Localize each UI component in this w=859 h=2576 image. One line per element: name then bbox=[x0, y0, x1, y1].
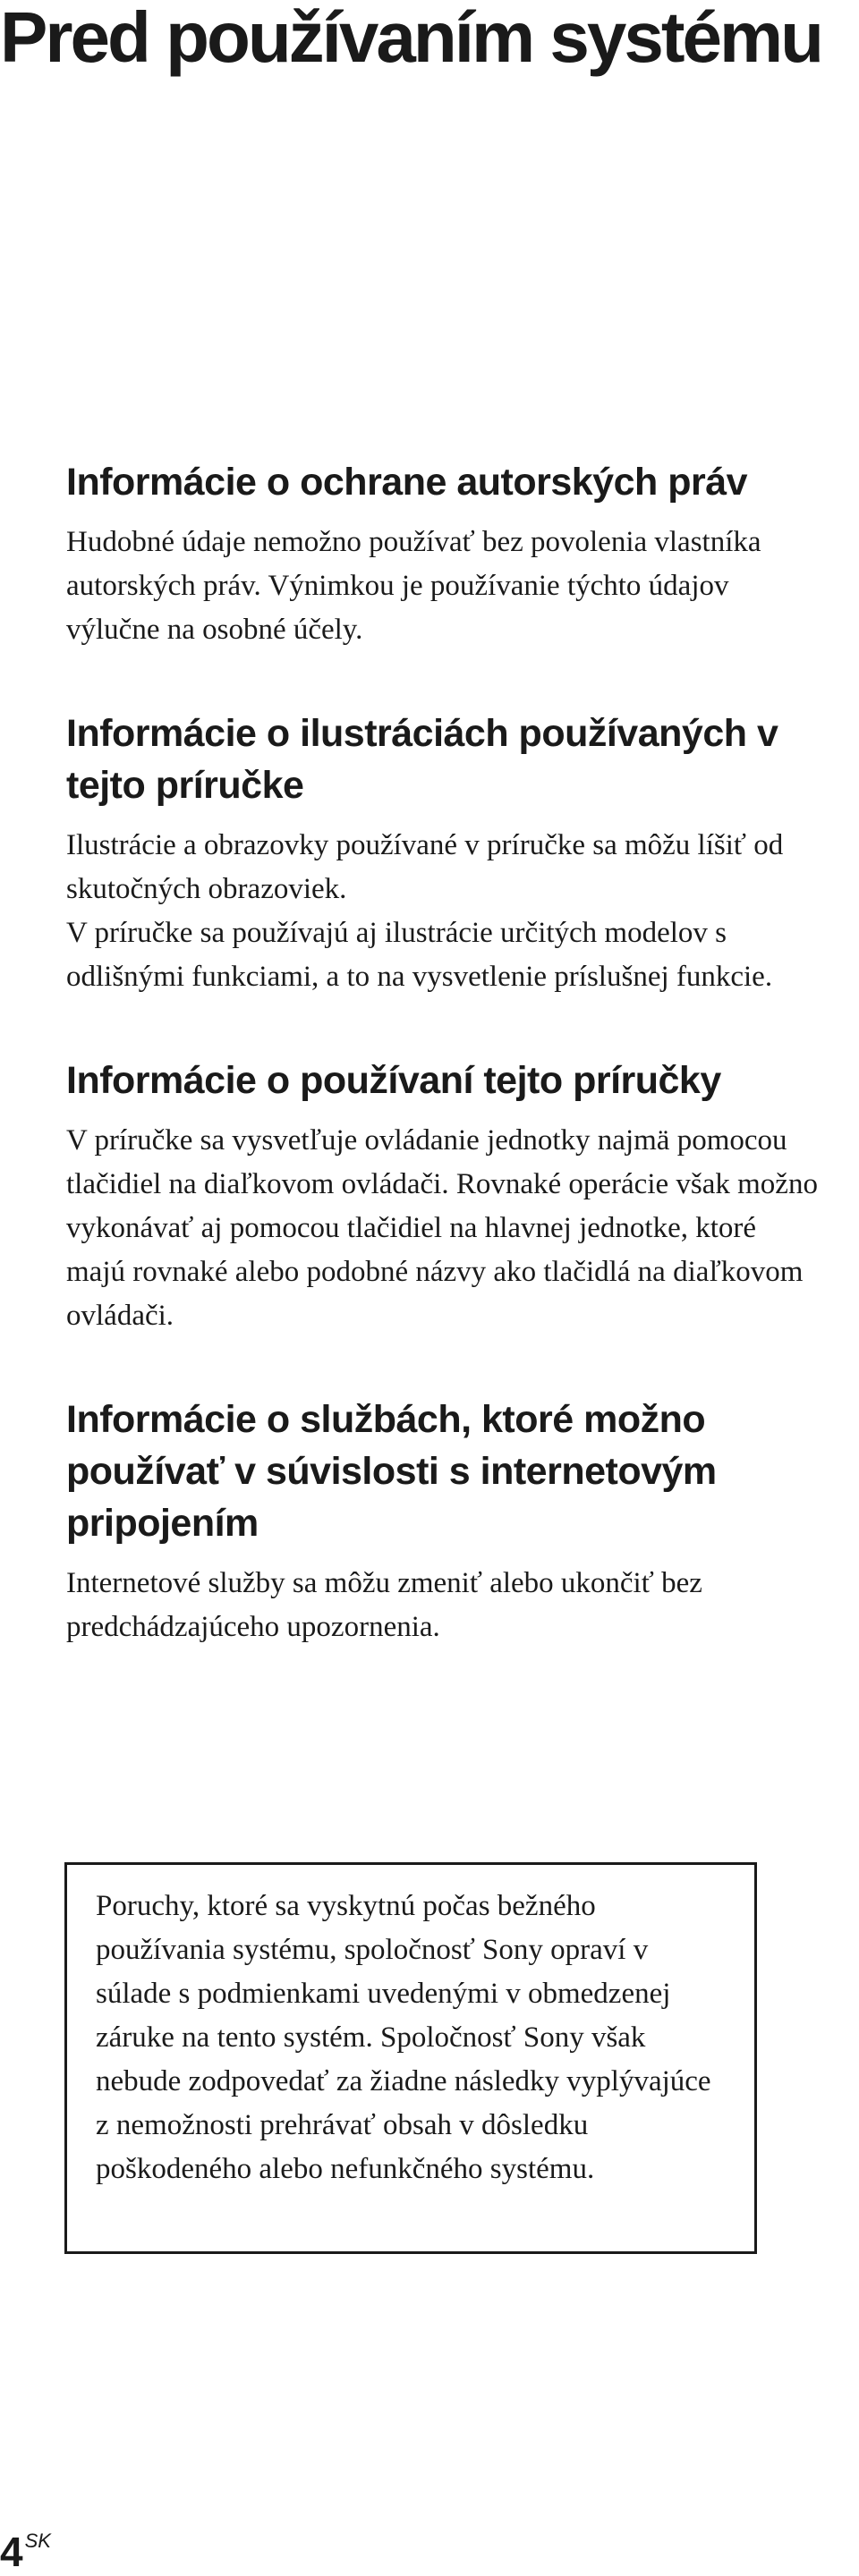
section-heading: Informácie o ochrane autorských práv bbox=[66, 461, 748, 504]
section-body: Internetové služby sa môžu zmeniť alebo ukončiť bez predchádzajúceho upozornenia. bbox=[66, 1567, 702, 1643]
main-content bbox=[66, 456, 818, 1705]
warranty-notice-text: Poruchy, ktoré sa vyskytnú počas bežného používania systému, spoločnosť Sony opraví v súlade s podmienkami uvedenými v obmedzenej záruke na tento systém. Spoločnosť Sony však nebude zodpovedať za žiadne následky vyplývajúce z nemožnosti prehrávať obsah v dôsledku poškodeného alebo nefunkčného systému. bbox=[96, 1890, 711, 2185]
section-illustrations bbox=[66, 708, 818, 999]
section-heading: Informácie o službách, ktoré možno používať v súvislosti s internetovým pripojením bbox=[66, 1398, 717, 1545]
section-internet-services bbox=[66, 1394, 818, 1649]
section-copyright bbox=[66, 456, 818, 652]
page-number-value: 4 bbox=[0, 2529, 23, 2575]
language-code: SK bbox=[24, 2529, 51, 2552]
page-title: Pred používaním systému bbox=[0, 0, 821, 77]
warranty-notice-box bbox=[64, 1862, 757, 2254]
section-heading: Informácie o používaní tejto príručky bbox=[66, 1059, 721, 1102]
section-body: Ilustrácie a obrazovky používané v príručke sa môžu líšiť od skutočných obrazoviek. bbox=[66, 829, 784, 905]
page-number bbox=[0, 2528, 51, 2576]
section-manual-usage bbox=[66, 1055, 818, 1338]
section-body: V príručke sa vysvetľuje ovládanie jednotky najmä pomocou tlačidiel na diaľkovom ovládači. Rovnaké operácie však možno vykonávať aj pomocou tlačidiel na hlavnej jednotke, ktoré majú rovnaké alebo podobné názvy ako tlačidlá na diaľkovom ovládači. bbox=[66, 1124, 818, 1332]
section-heading: Informácie o ilustráciách používaných v tejto príručke bbox=[66, 712, 778, 807]
section-body: V príručke sa používajú aj ilustrácie určitých modelov s odlišnými funkciami, a to na vysvetlenie príslušnej funkcie. bbox=[66, 917, 773, 993]
section-body: Hudobné údaje nemožno používať bez povolenia vlastníka autorských práv. Výnimkou je používanie týchto údajov výlučne na osobné účely. bbox=[66, 526, 761, 646]
